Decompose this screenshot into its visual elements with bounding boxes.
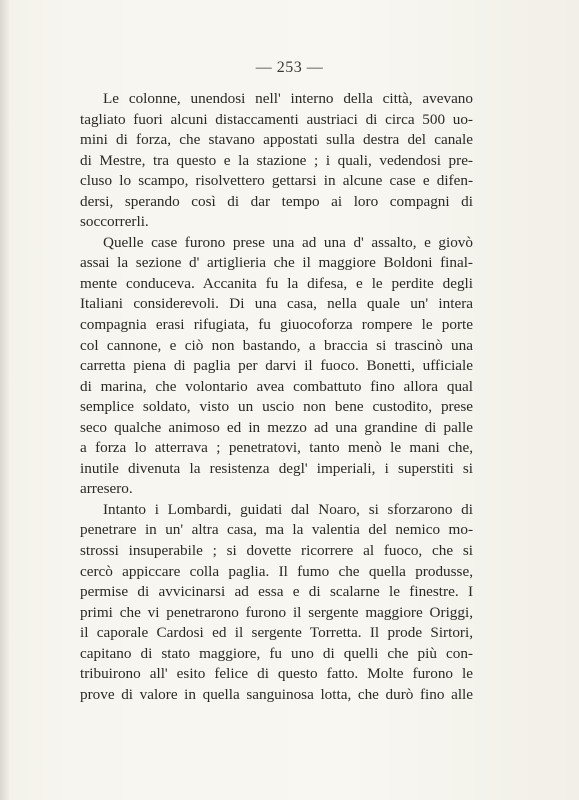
page-number: — 253 — [255, 59, 324, 76]
paragraph-2 [80, 233, 473, 500]
text-line: cluso lo scampo, risolvettero gettarsi in alcune case e difen- [80, 172, 473, 190]
text-line: col cannone, e ciò non bastando, a braccia si trascinò una [80, 336, 473, 354]
text-line: seco qualche animoso ed in mezzo ad una grandine di palle [80, 418, 473, 436]
text-line: Quelle case furono prese una ad una d' assalto, e giovò [103, 233, 473, 251]
text-line: capitano di stato maggiore, fu uno di quelli che più con- [80, 644, 473, 662]
text-line: carretta piena di paglia per darvi il fuoco. Bonetti, ufficiale [80, 357, 473, 375]
text-line: mente conduceva. Accanita fu la difesa, e le perdite degli [80, 274, 473, 292]
text-line: inutile divenuta la resistenza degl' imperiali, i superstiti si [80, 459, 473, 477]
text-line: Le colonne, unendosi nell' interno della città, avevano [103, 90, 473, 107]
text-line: tagliato fuori alcuni distaccamenti austriaci di circa 500 uo- [80, 110, 473, 128]
text-line: di marina, che volontario avea combattuto fino allora qual [80, 377, 473, 395]
text-line: tribuirono all' esito felice di questo fatto. Molte furono le [80, 665, 473, 683]
text-line: mini di forza, che stavano appostati sulla destra del canale [80, 131, 473, 149]
text-line: a forza lo atterrava ; penetratovi, tanto menò le mani che, [80, 439, 473, 457]
text-line: strossi insuperabile ; si dovette ricorrere al fuoco, che si [80, 542, 473, 560]
text-line: il caporale Cardosi ed il sergente Torretta. Il prode Sirtori, [80, 624, 473, 642]
text-line: semplice soldato, visto un uscio non bene custodito, prese [80, 398, 473, 416]
text-line: dersi, sperando così di dar tempo ai loro compagni di [80, 192, 473, 210]
text-line: compagnia erasi rifugiata, fu giuocoforza rompere le porte [80, 316, 473, 334]
text-line: prove di valore in quella sanguinosa lotta, che durò fino alle [80, 685, 473, 703]
text-line: penetrare in un' altra casa, ma la valentia del nemico mo- [80, 521, 473, 539]
text-line: soccorrerli. [80, 213, 149, 231]
text-line: arresero. [80, 480, 133, 498]
paragraph-3 [80, 500, 473, 705]
text-line: di Mestre, tra questo e la stazione ; i quali, vedendosi pre- [80, 151, 473, 169]
body-text [80, 89, 473, 705]
text-line: assai la sezione d' artiglieria che il maggiore Boldoni final- [80, 254, 473, 272]
text-line: Intanto i Lombardi, guidati dal Noaro, si sforzarono di [103, 500, 473, 518]
paragraph-1 [80, 89, 473, 233]
text-line: cercò appiccare colla paglia. Il fumo che quella produsse, [80, 562, 473, 580]
text-line: permise di avvicinarsi ad essa e di scalarne le finestre. I [80, 583, 473, 601]
text-line: primi che vi penetrarono furono il sergente maggiore Origgi, [80, 603, 473, 621]
text-line: Italiani considerevoli. Di una casa, nella quale un' intera [80, 295, 473, 313]
